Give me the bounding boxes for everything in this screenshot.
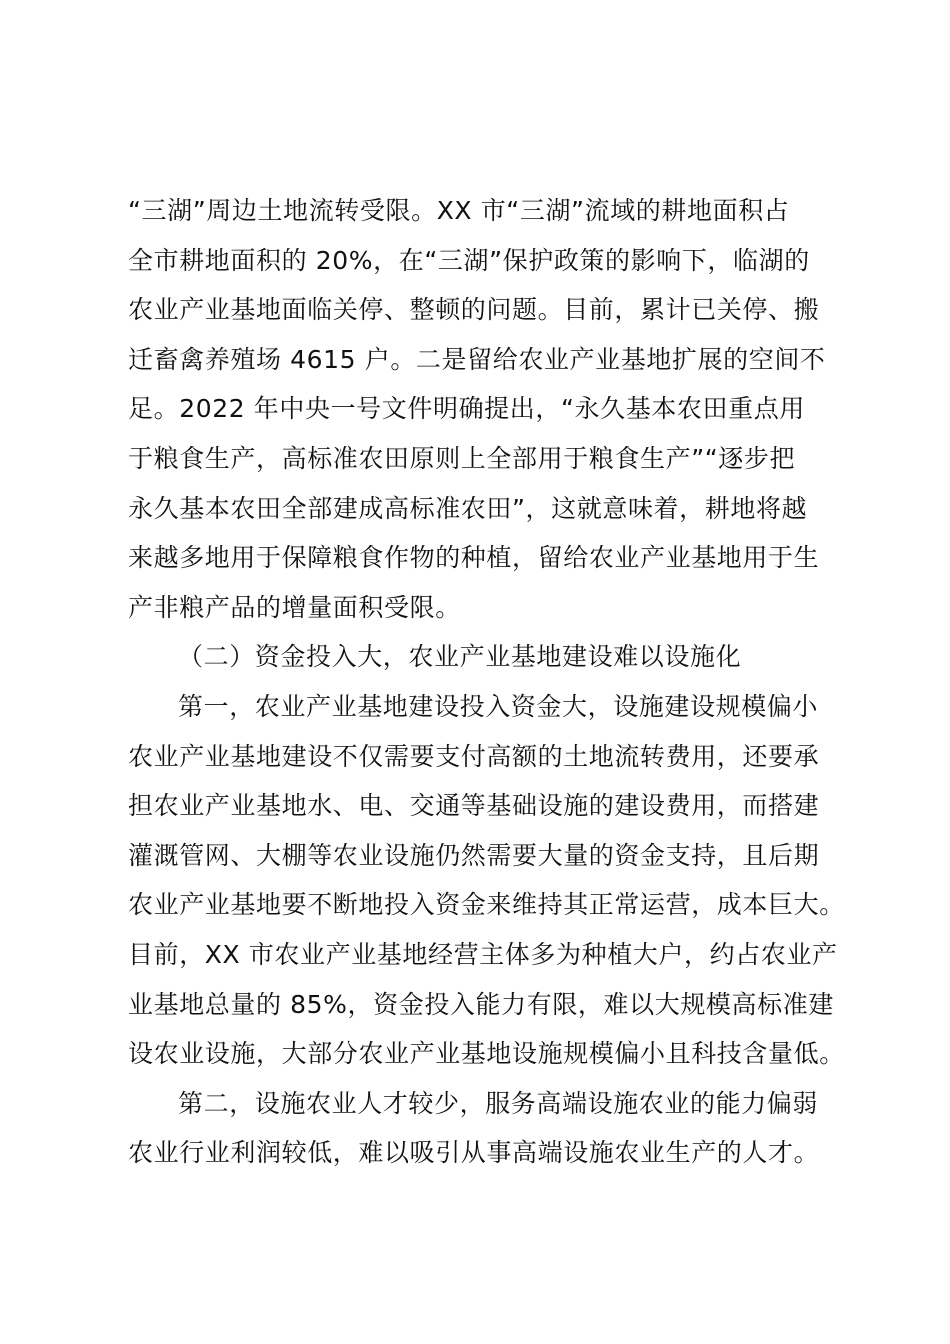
text-line: 农业产业基地要不断地投入资金来维持其正常运营，成本巨大。 — [128, 890, 845, 920]
text-line: 农业产业基地建设不仅需要支付高额的土地流转费用，还要承 — [128, 741, 820, 771]
text-line: 农业行业利润较低，难以吸引从事高端设施农业生产的人才。 — [128, 1138, 820, 1168]
text-line: 于粮食生产，高标准农田原则上全部用于粮食生产”“逐步把 — [128, 443, 796, 473]
paragraph-talent — [128, 1079, 838, 1178]
text-line: 设农业设施，大部分农业产业基地设施规模偏小且科技含量低。 — [128, 1039, 845, 1069]
text-line: 业基地总量的 85%，资金投入能力有限，难以大规模高标准建 — [128, 989, 834, 1019]
text-line: 产非粮产品的增量面积受限。 — [128, 592, 461, 622]
text-line: 第一，农业产业基地建设投入资金大，设施建设规模偏小 — [178, 691, 819, 721]
document-body — [128, 186, 845, 1178]
text-line: 担农业产业基地水、电、交通等基础设施的建设费用，而搭建 — [128, 791, 820, 821]
text-line: 农业产业基地面临关停、整顿的问题。目前，累计已关停、搬 — [128, 295, 820, 325]
text-line: 永久基本农田全部建成高标准农田”，这就意味着，耕地将越 — [128, 493, 808, 523]
paragraph-land-transfer — [128, 186, 838, 632]
text-line: 目前，XX 市农业产业基地经营主体多为种植大户，约占农业产 — [128, 939, 838, 969]
text-line: “三湖”周边土地流转受限。XX 市“三湖”流域的耕地面积占 — [128, 196, 790, 225]
text-line: 足。2022 年中央一号文件明确提出，“永久基本农田重点用 — [128, 394, 805, 424]
paragraph-funding — [128, 682, 845, 1079]
text-line: 第二，设施农业人才较少，服务高端设施农业的能力偏弱 — [178, 1088, 819, 1118]
text-line: 迁畜禽养殖场 4615 户。二是留给农业产业基地扩展的空间不 — [128, 344, 826, 374]
section-heading: （二）资金投入大，农业产业基地建设难以设施化 — [178, 642, 742, 672]
text-line: 全市耕地面积的 20%，在“三湖”保护政策的影响下，临湖的 — [128, 245, 810, 275]
text-line: 灌溉管网、大棚等农业设施仍然需要大量的资金支持，且后期 — [128, 840, 820, 870]
text-line: 来越多地用于保障粮食作物的种植，留给农业产业基地用于生 — [128, 543, 820, 573]
